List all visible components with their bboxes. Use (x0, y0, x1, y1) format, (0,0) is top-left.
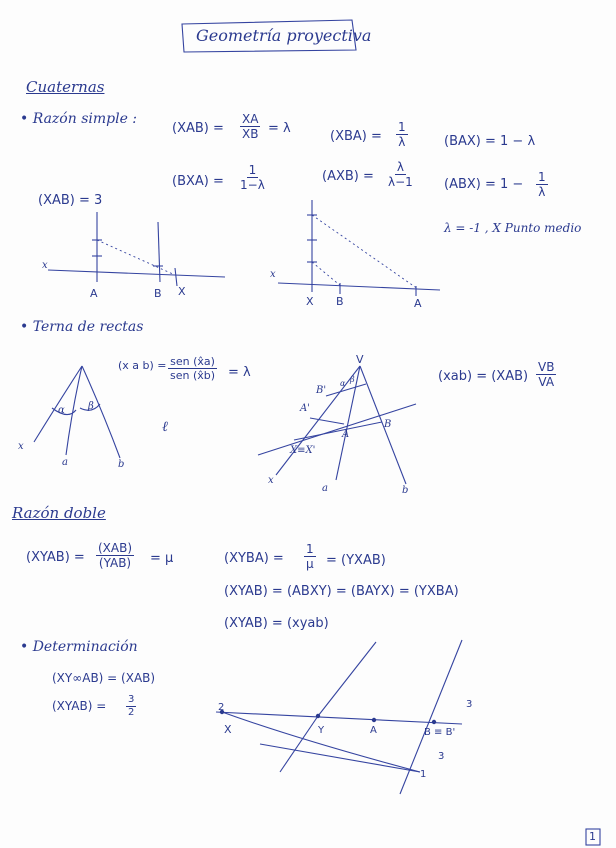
terna-left-label-a: a (62, 457, 68, 468)
page-title: Geometría proyectiva (196, 26, 372, 45)
det-label-B: B ≡ B' (424, 727, 456, 738)
eq-xba: (XBA) = (330, 129, 382, 144)
figure-razon-simple-1 (48, 212, 225, 286)
fig1-label-A: A (90, 287, 98, 300)
frac-razon-doble-num: (XAB) (98, 541, 133, 555)
eq-razon-doble: (XYAB) = (26, 550, 85, 565)
det-label-1: 1 (420, 769, 427, 780)
terna-left-label-b: b (118, 459, 125, 470)
terna-left-label-alpha: α (58, 405, 65, 416)
frac-bxa (238, 163, 267, 193)
terna-right-label-b: b (402, 485, 409, 496)
frac-terna-right (536, 360, 556, 390)
fig2-label-X: X (306, 295, 314, 308)
frac-terna-right-num: VB (538, 360, 555, 374)
eq-r2: (XYAB) = (ABXY) = (BAYX) = (YXBA) (224, 584, 459, 599)
frac-abx (536, 170, 548, 200)
figure-terna-left (34, 366, 120, 458)
eq-terna-left: (x a b) = (118, 359, 167, 372)
frac-razon-doble-den: (YAB) (98, 556, 132, 571)
eq-xab-result: = λ (268, 121, 291, 136)
frac-xba-num: 1 (398, 120, 406, 134)
fig1-label-x: x (42, 260, 48, 271)
frac-bxa-den: 1−λ (240, 178, 265, 193)
terna-right-label-beta: β (350, 375, 355, 384)
terna-right-label-B1: B' (316, 385, 327, 396)
det-label-2: 2 (218, 702, 225, 713)
terna-right-label-a: a (322, 483, 328, 494)
frac-r1 (304, 542, 316, 572)
frac-axb (386, 160, 415, 190)
note-punto-medio: λ = -1 , X Punto medio (444, 221, 582, 235)
terna-right-label-X: X≡X' (290, 445, 316, 456)
eq-razon-doble-result: = μ (150, 551, 174, 566)
fig1-label-B: B (154, 287, 162, 300)
frac-terna (168, 355, 217, 382)
fig1-label-X: X (178, 285, 186, 298)
fig2-label-x: x (270, 269, 276, 280)
frac-terna-num: sen (x̂a) (170, 355, 215, 368)
frac-abx-den: λ (538, 185, 546, 200)
frac-r1-den: μ (306, 557, 314, 572)
figure-terna-right (258, 366, 416, 484)
example-xab: (XAB) = 3 (38, 193, 103, 208)
eq-r1-result: = (YXAB) (326, 553, 386, 568)
det-label-3b: 3 (438, 751, 445, 762)
eq-determinacion-2: (XYAB) = (52, 699, 107, 713)
eq-xab: (XAB) = (172, 121, 224, 136)
eq-bax: (BAX) = 1 − λ (444, 134, 536, 149)
label-terna: • Terna de rectas (20, 319, 144, 335)
heading-cuaternas: Cuaternas (26, 78, 105, 96)
eq-axb: (AXB) = (322, 169, 374, 184)
frac-terna-right-den: VA (538, 375, 555, 390)
terna-right-label-alpha: α (340, 379, 346, 388)
heading-razon-doble: Razón doble (12, 504, 106, 522)
frac-xba-den: λ (398, 135, 406, 150)
fig2-label-A: A (414, 297, 422, 310)
frac-bxa-num: 1 (248, 163, 257, 177)
frac-razon-doble (96, 541, 134, 571)
eq-abx: (ABX) = 1 − (444, 177, 524, 192)
frac-abx-num: 1 (538, 170, 546, 184)
terna-right-label-B: B (384, 419, 392, 430)
frac-xab-num: XA (242, 112, 259, 126)
frac-xab-den: XB (242, 127, 259, 142)
frac-determinacion-den: 2 (128, 707, 135, 718)
eq-terna-right: (xab) = (XAB) (438, 369, 529, 384)
terna-right-label-A: A (342, 429, 350, 440)
det-label-Y: Y (318, 725, 325, 736)
label-razon-simple: • Razón simple : (20, 111, 138, 127)
det-label-3a: 3 (466, 699, 473, 710)
page-number: 1 (589, 830, 596, 843)
eq-r1: (XYBA) = (224, 551, 284, 566)
terna-right-label-A1: A' (300, 403, 310, 414)
frac-axb-den: λ−1 (388, 175, 413, 190)
frac-xba (396, 120, 408, 150)
frac-determinacion (126, 694, 136, 719)
eq-terna-result: = λ (228, 365, 251, 380)
frac-axb-num: λ (396, 160, 404, 174)
terna-left-label-x: x (18, 441, 24, 452)
terna-right-label-V: V (356, 353, 364, 366)
eq-r3: (XYAB) = (xyab) (224, 616, 329, 631)
det-label-X: X (224, 723, 232, 736)
mark-ell: ℓ (162, 419, 168, 435)
frac-determinacion-num: 3 (128, 694, 135, 705)
frac-terna-den: sen (x̂b) (170, 369, 216, 383)
terna-left-label-beta: β (88, 401, 94, 412)
label-determinacion: • Determinación (20, 639, 138, 655)
eq-bxa: (BXA) = (172, 174, 224, 189)
terna-right-label-x: x (268, 475, 274, 486)
fig2-label-B: B (336, 295, 344, 308)
det-label-A: A (370, 725, 377, 736)
frac-xab (240, 112, 260, 142)
frac-r1-num: 1 (306, 542, 314, 556)
figure-razon-simple-2 (278, 200, 440, 296)
eq-determinacion-1: (XY∞AB) = (XAB) (52, 671, 156, 685)
